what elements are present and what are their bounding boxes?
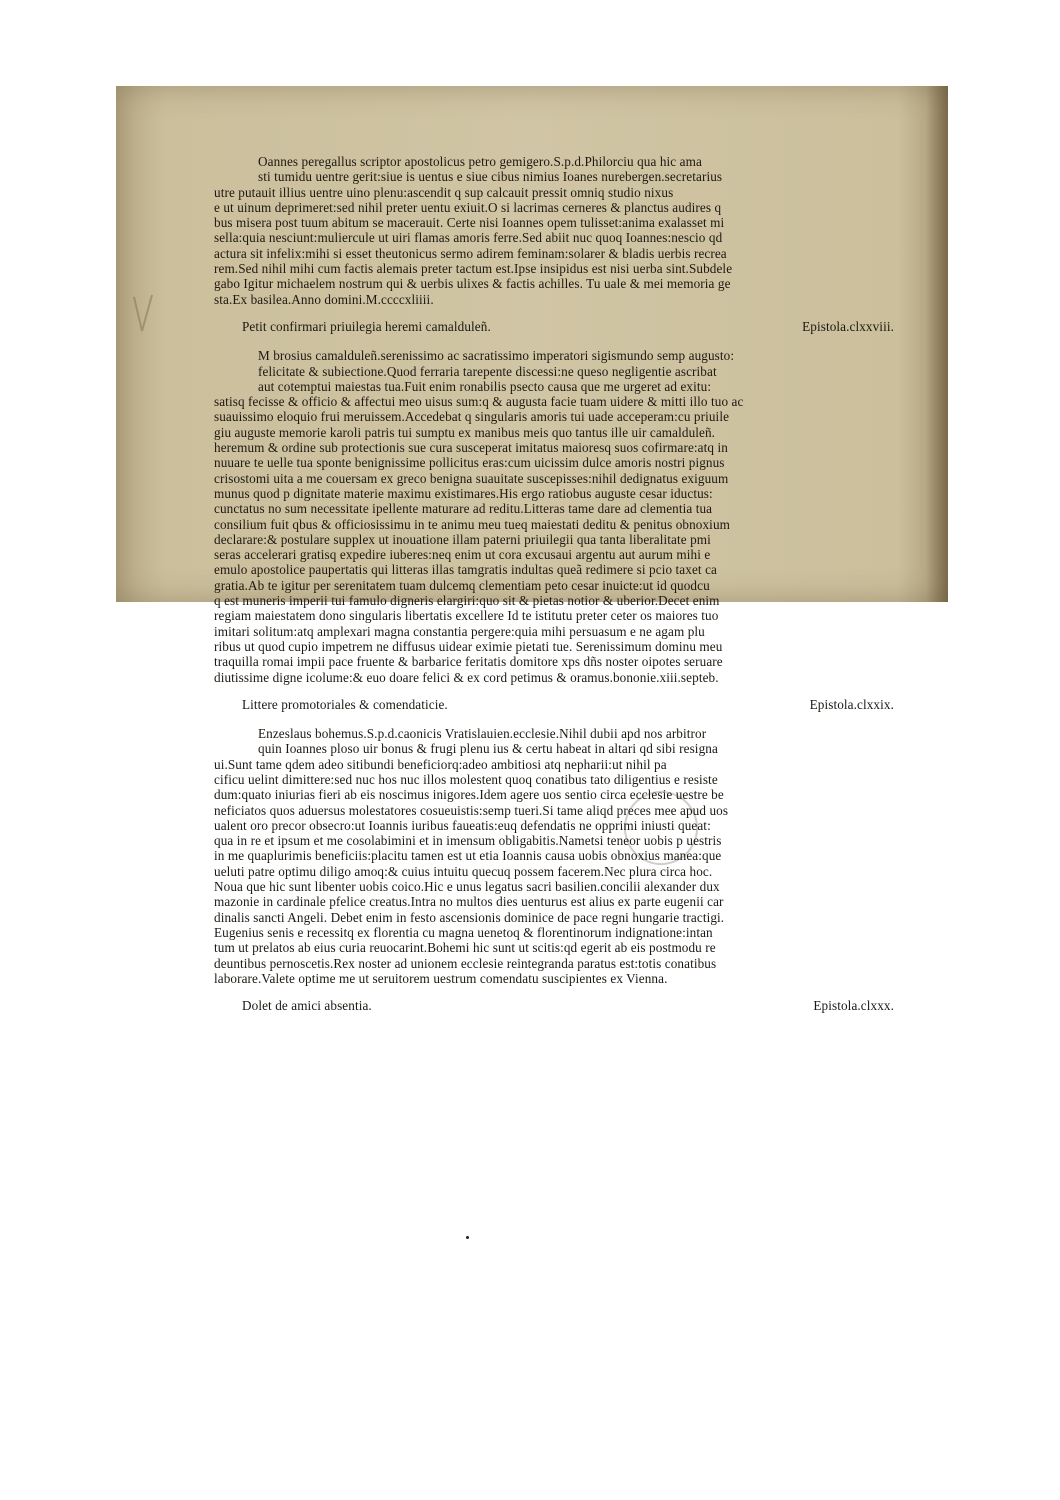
epistola-number: Epistola.clxxviii.	[802, 318, 894, 334]
text-line: seras accelerari gratisq expedire iuberes:neq enim ut cora excusaui argentu aut aurum mihi e	[214, 547, 711, 563]
letter-177-body	[214, 154, 894, 307]
text-line: diutissime digne icolume:& euo doare felici & ex cord petimus & oramus.bononie.xiii.septeb.	[214, 669, 719, 685]
text-line: aut cotemptui maiestas tua.Fuit enim ronabilis psecto causa que me urgeret ad exitu:	[258, 378, 712, 394]
text-line: dinalis sancti Angeli. Debet enim in festo ascensionis dominice de pace regni hungarie tractigi.	[214, 909, 725, 925]
text-line: quin Ioannes ploso uir bonus & frugi plenu ius & certu habeat in altari qd sibi resigna	[258, 741, 718, 757]
text-line: neficiatos quos aduersus molestatores cosueuistis:semp tueri.Si tame aliqd preces mee apud uos	[214, 802, 729, 818]
letter-heading-text: Littere promotoriales & comendaticie.	[242, 696, 448, 712]
text-line: mazonie in cardinale pfelice creatus.Intra no multos dies uenturus est alius ex parte eugenii car	[214, 894, 724, 910]
text-line: deuntibus pernoscetis.Rex noster ad unionem ecclesie reintegranda paratus est:totis conatibus	[214, 955, 717, 971]
text-line: giu auguste memorie karoli patris tui sumptu ex manibus meis quo tantus ille uir camalduleñ.	[214, 424, 716, 440]
text-line: laborare.Valete optime me ut seruitorem uestrum comendatu suscipientes ex Vienna.	[214, 970, 668, 986]
text-line: tum ut prelatos ab eius curia reuocarint.Bohemi hic sunt ut scitis:qd egerit ab eis postmodu re	[214, 940, 716, 956]
text-line: felicitate & subiectione.Quod ferraria tarepente discessi:ne queso negligentie ascribat	[258, 363, 717, 379]
text-line: ualent oro precor obsecro:ut Ioannis iuribus faueatis:euq defendatis ne opprimi iniusti queat:	[214, 817, 711, 833]
text-line: q est muneris imperii tui famulo digneris elargiri:quo sit & pietas notior & uberior.Decet enim	[214, 593, 720, 609]
letter-180-heading	[214, 998, 894, 1013]
letter-178-body	[214, 348, 894, 685]
letter-179-body	[214, 726, 894, 986]
text-line: actura sit infelix:mihi si esset theutonicus sermo adirem feminam:solarer & bladis uerbis recrea	[214, 245, 727, 261]
text-line: nuuare te uelle tua sponte benignissime pollicitus eras:cum uicissim dulce amoris nostri pignus	[214, 455, 725, 471]
text-line: Enzeslaus bohemus.S.p.d.caonicis Vratislauien.ecclesie.Nihil dubii apd nos arbitror	[258, 726, 707, 742]
text-line: imitari solitum:atq amplexari magna constantia pergere:quia mihi persuasum e ne agam plu	[214, 623, 705, 639]
text-line: dum:quato iniurias fieri ab eis noscimus inigores.Idem agere uos sentio circa ecclesie uestre be	[214, 787, 724, 803]
text-line: traquilla romai impii pace fruente & barbarice feritatis domitore xps dñs noster oipotes seruare	[214, 654, 723, 670]
text-line: satisq fecisse & officio & affectui meo uisus sum:q & augusta facie tuam uidere & mitti illo tuo ac	[214, 394, 744, 410]
text-block	[214, 154, 894, 1027]
text-line: ribus ut quod cupio impetrem ne diffusus uidear eximie pietati tue. Serenissimum dominu meu	[214, 638, 723, 654]
text-line: suauissimo eloquio frui meruissem.Accedebat q singularis amoris tui uade acceperam:cu priuile	[214, 409, 730, 425]
text-line: bus misera post tuum abitum se macerauit. Certe nisi Ioannes opem tulisset:anima exalasset mi	[214, 215, 725, 231]
text-line: utre putauit illius uentre uino plenu:ascendit q sup calcauit pressit omniq studio nixus	[214, 184, 674, 200]
text-line: consilium fuit qbus & officiosissimu in te animu meu tueq maiestati deditu & penitus obnoxium	[214, 516, 730, 532]
letter-heading-text: Dolet de amici absentia.	[242, 998, 372, 1014]
text-line: Noua que hic sunt libenter uobis coico.Hic e unus legatus sacri basilien.concilii alexander dux	[214, 879, 720, 895]
letter-heading-text: Petit confirmari priuilegia heremi camalduleñ.	[242, 318, 491, 334]
text-line: ueluti patre optimu diligo amoq:& cuius intuitu quecuq possem facerem.Nec plura circa hoc.	[214, 863, 713, 879]
text-line: ui.Sunt tame qdem adeo sitibundi beneficiorq:adeo ambitiosi atq nepharii:ut nihil pa	[214, 756, 667, 772]
text-line: sella:quia nesciunt:muliercule ut uiri flamas amoris ferre.Sed abiit nuc quoq Ioannes:nescio qd	[214, 230, 723, 246]
margin-pencil-mark	[130, 291, 158, 339]
text-line: in me quaplurimis beneficiis:placitu tamen est ut etia Ioannis causa uobis obnoxius manea:que	[214, 848, 722, 864]
text-line: cificu uelint dimittere:sed nuc hos nuc illos molestent quoq conatibus tato diligentius e resiste	[214, 771, 718, 787]
letter-179-heading	[214, 697, 894, 712]
text-line: gabo Igitur michaelem nostrum qui & uerbis ulixes & factis achilles. Tu uale & mei memoria ge	[214, 276, 731, 292]
text-line: sti tumidu uentre gerit:siue is uentus e siue cibus nimius Ioanes nurebergen.secretarius	[258, 169, 723, 185]
text-line: sta.Ex basilea.Anno domini.M.ccccxliiii.	[214, 291, 434, 307]
ink-dot	[466, 1236, 469, 1239]
text-line: Oannes peregallus scriptor apostolicus petro gemigero.S.p.d.Philorciu qua hic ama	[258, 154, 702, 169]
text-line: declarare:& postulare supplex ut inouatione illam paterni priuilegii qua tanta liberalitate pmi	[214, 531, 711, 547]
text-line: qua in re et ipsum et me cosolabimini et in imensum obligabitis.Nametsi teneor uobis p uestris	[214, 833, 722, 849]
text-line: Eugenius senis e recessitq ex florentia cu magna uenetoq & florentinorum indignatione:intan	[214, 924, 713, 940]
text-line: heremum & ordine sub protectionis sue cura susceperat imitatus maioresq suos cofirmare:atq in	[214, 440, 728, 456]
text-line: munus quod p dignitate materie maximu existimares.His ergo ratiobus auguste cesar iductus:	[214, 485, 713, 501]
text-line: emulo apostolice paupertatis qui litteras illas tamgratis indultas queã redimere si pcio taxet ca	[214, 562, 717, 578]
text-line: e ut uinum deprimeret:sed nihil preter uentu exiuit.O si lacrimas cerneres & planctus audires q	[214, 199, 722, 215]
letter-178-heading	[214, 319, 894, 334]
epistola-number: Epistola.clxxx.	[813, 998, 894, 1014]
text-line: regiam maiestatem dono singularis libertatis excellere Id te istitutu preter ceter os maiores tuo	[214, 608, 719, 624]
text-line: M brosius camalduleñ.serenissimo ac sacratissimo imperatori sigismundo semp augusto:	[258, 348, 735, 364]
text-line: cunctatus no sum necessitate ipellente maturare ad reditu.Litteras tame dare ad clementia tua	[214, 501, 713, 517]
epistola-number: Epistola.clxxix.	[809, 696, 894, 712]
text-line: rem.Sed nihil mihi cum factis alemais preter tactum est.Ipse insipidus est nisi uerba sint.Subdele	[214, 261, 733, 277]
text-line: gratia.Ab te igitur per serenitatem tuam dulcemq clementiam peto cesar inuicte:ut id quodcu	[214, 577, 710, 593]
page-edge-shadow	[926, 86, 948, 602]
text-line: crisostomi uita a me couersam ex greco benigna suauitate suscepisses:nihil dedignatus exiguum	[214, 470, 729, 486]
